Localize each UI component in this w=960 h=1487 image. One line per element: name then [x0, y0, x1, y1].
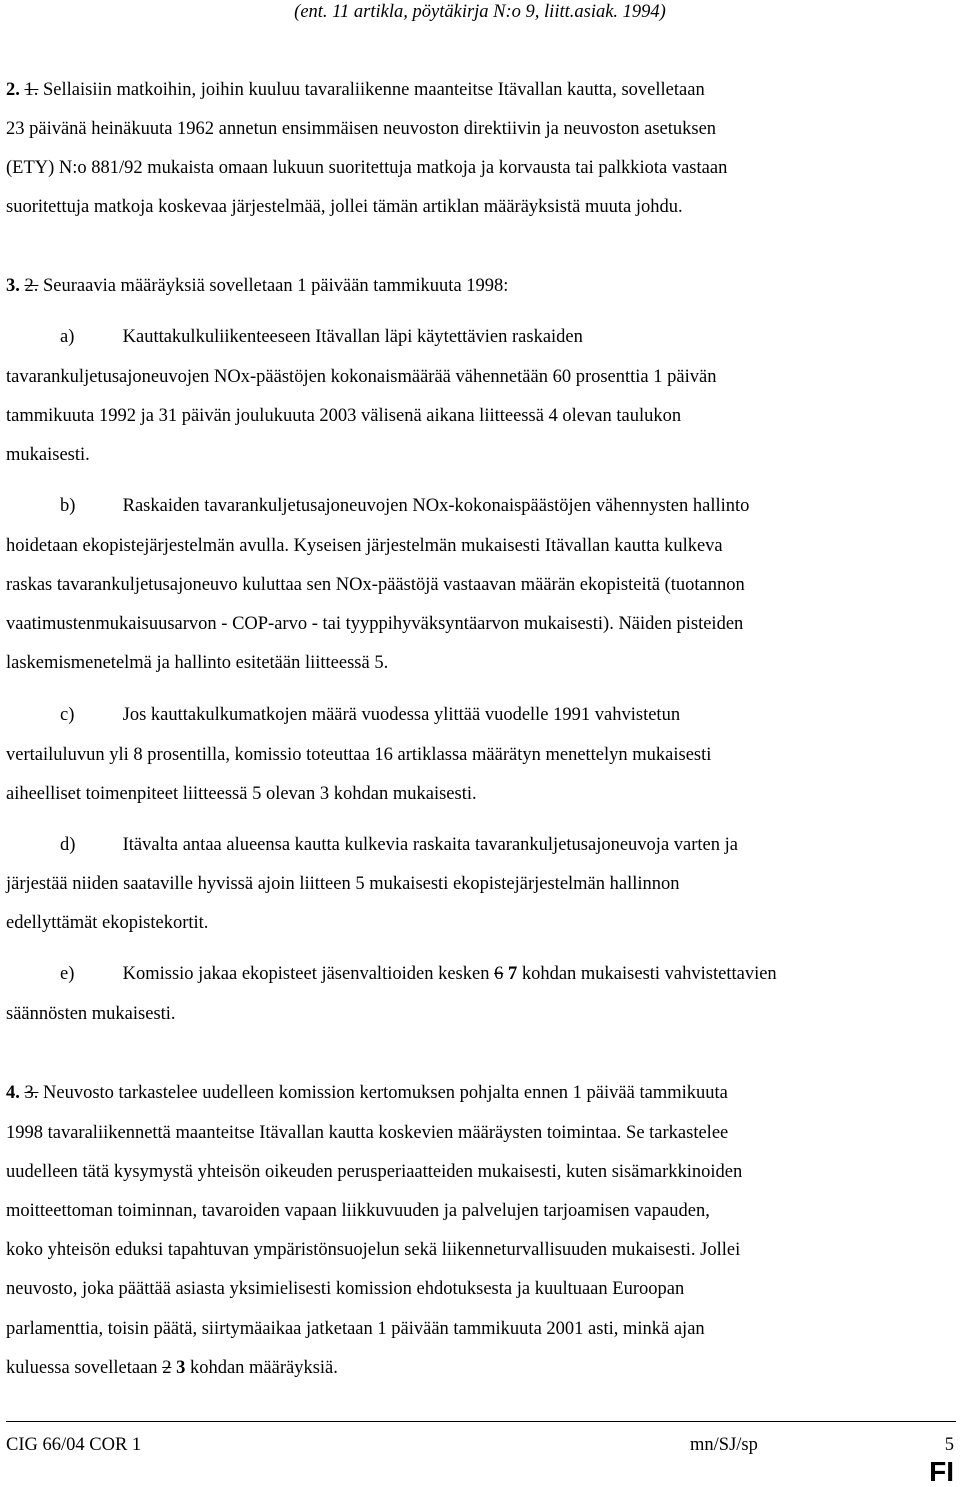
item-c-line-1 [60, 704, 960, 726]
item-c-first: Jos kauttakulkumatkojen määrä vuodessa ylittää vuodelle 1991 vahvistetun [122, 705, 681, 725]
p2-number-old: 1. [24, 80, 39, 100]
p2-line-1 [6, 79, 954, 101]
p4-last-pre: kuluessa sovelletaan [6, 1358, 158, 1378]
p2-number-new: 2. [6, 80, 20, 100]
footer-divider [6, 1421, 956, 1422]
item-a-label: a) [60, 327, 75, 347]
item-e-old-number: 6 [494, 964, 504, 984]
footer-page-number: 5 [944, 1435, 954, 1455]
p3-number-old: 2. [24, 276, 39, 296]
p4-old-number: 2 [162, 1358, 172, 1378]
p4-new-number: 3 [176, 1358, 186, 1378]
p4-last-post: kohdan määräyksiä. [189, 1358, 338, 1378]
p4-number-old: 3. [24, 1083, 39, 1103]
p3-intro-line [6, 275, 954, 297]
item-b-label: b) [60, 496, 76, 516]
item-e-first-post: kohdan mukaisesti vahvistettavien [521, 964, 777, 984]
item-d-first: Itävalta antaa alueensa kautta kulkevia raskaita tavarankuljetusajoneuvoja varten ja [122, 835, 738, 855]
item-a-line-3: tammikuuta 1992 ja 31 päivän joulukuuta 2003 välisenä aikana liitteessä 4 olevan taulukon [6, 406, 682, 426]
item-a-first: Kauttakulkuliikenteeseen Itävallan läpi käytettävien raskaiden [122, 327, 583, 347]
item-b-line-5: laskemismenetelmä ja hallinto esitetään liitteessä 5. [6, 653, 389, 673]
item-c-line-2: vertailuluvun yli 8 prosentilla, komissio toteuttaa 16 artiklassa määrätyn menettelyn mukaisesti [6, 745, 712, 765]
p4-line-1 [6, 1082, 954, 1104]
footer-initials: mn/SJ/sp [690, 1435, 758, 1455]
item-e-first-pre: Komissio jakaa ekopisteet jäsenvaltioiden kesken [122, 964, 490, 984]
p4-line-4: moitteettoman toiminnan, tavaroiden vapaan liikkuvuuden ja palvelujen tarjoamisen vapauden, [6, 1201, 710, 1221]
footer-doc-ref: CIG 66/04 COR 1 [6, 1435, 142, 1455]
p4-line-8 [6, 1357, 954, 1379]
p4-line-6: neuvosto, joka päättää asiasta yksimielisesti komission ehdotuksesta ja kuultuaan Euroopan [6, 1279, 685, 1299]
p4-line-7: parlamenttia, toisin päätä, siirtymäaikaa jatketaan 1 päivään tammikuuta 2001 asti, minkä ajan [6, 1319, 705, 1339]
page-header: (ent. 11 artikla, pöytäkirja N:o 9, liitt.asiak. 1994) [294, 2, 666, 22]
item-e-line-1 [60, 963, 960, 985]
item-e-label: e) [60, 964, 75, 984]
item-b-line-1 [60, 495, 960, 517]
item-d-line-3: edellyttämät ekopistekortit. [6, 913, 209, 933]
item-b-line-2: hoidetaan ekopistejärjestelmän avulla. Kyseisen järjestelmän mukaisesti Itävallan kautta kulkeva [6, 536, 723, 556]
p4-number-new: 4. [6, 1083, 20, 1103]
item-d-label: d) [60, 835, 76, 855]
p4-first: Neuvosto tarkastelee uudelleen komission kertomuksen pohjalta ennen 1 päivää tammikuuta [43, 1083, 728, 1103]
item-b-first: Raskaiden tavarankuljetusajoneuvojen NOx-kokonaispäästöjen vähennysten hallinto [122, 496, 750, 516]
item-a-line-1 [60, 326, 960, 348]
p2-text: Sellaisiin matkoihin, joihin kuuluu tavaraliikenne maanteitse Itävallan kautta, sovelletaan [43, 80, 705, 100]
p2-line-2: 23 päivänä heinäkuuta 1962 annetun ensimmäisen neuvoston direktiivin ja neuvoston asetuksen [6, 119, 717, 139]
item-c-label: c) [60, 705, 75, 725]
p4-line-3: uudelleen tätä kysymystä yhteisön oikeuden perusperiaatteiden mukaisesti, kuten sisämarkkinoiden [6, 1162, 743, 1182]
item-b-line-3: raskas tavarankuljetusajoneuvo kuluttaa sen NOx-päästöjä vastaavan määrän ekopisteitä (tuotannon [6, 575, 745, 595]
item-d-line-1 [60, 834, 960, 856]
item-d-line-2: järjestää niiden saataville hyvissä ajoin liitteen 5 mukaisesti ekopistejärjestelmän hallinnon [6, 874, 680, 894]
item-b-line-4: vaatimustenmukaisuusarvon - COP-arvo - tai tyyppihyväksyntäarvon mukaisesti). Näiden pisteiden [6, 614, 744, 634]
item-e-new-number: 7 [507, 964, 518, 984]
footer-language-code: FI [929, 1456, 954, 1487]
item-e-line-2: säännösten mukaisesti. [6, 1004, 176, 1024]
item-a-line-2: tavarankuljetusajoneuvojen NOx-päästöjen kokonaismäärää vähennetään 60 prosenttia 1 päivän [6, 367, 717, 387]
item-c-line-3: aiheelliset toimenpiteet liitteessä 5 olevan 3 kohdan mukaisesti. [6, 784, 477, 804]
p4-line-5: koko yhteisön eduksi tapahtuvan ympäristönsuojelun sekä liikenneturvallisuuden mukaisesti. Jollei [6, 1240, 741, 1260]
p3-number-new: 3. [6, 276, 20, 296]
p3-intro: Seuraavia määräyksiä sovelletaan 1 päivään tammikuuta 1998: [43, 276, 509, 296]
item-a-line-4: mukaisesti. [6, 445, 90, 465]
p2-line-3: (ETY) N:o 881/92 mukaista omaan lukuun suoritettuja matkoja ja korvausta tai palkkiota vastaan [6, 158, 728, 178]
p4-line-2: 1998 tavaraliikennettä maanteitse Itävallan kautta koskevien määräysten toimintaa. Se tarkastelee [6, 1123, 729, 1143]
p2-line-4: suoritettuja matkoja koskevaa järjestelmää, jollei tämän artiklan määräyksistä muuta johdu. [6, 197, 683, 217]
